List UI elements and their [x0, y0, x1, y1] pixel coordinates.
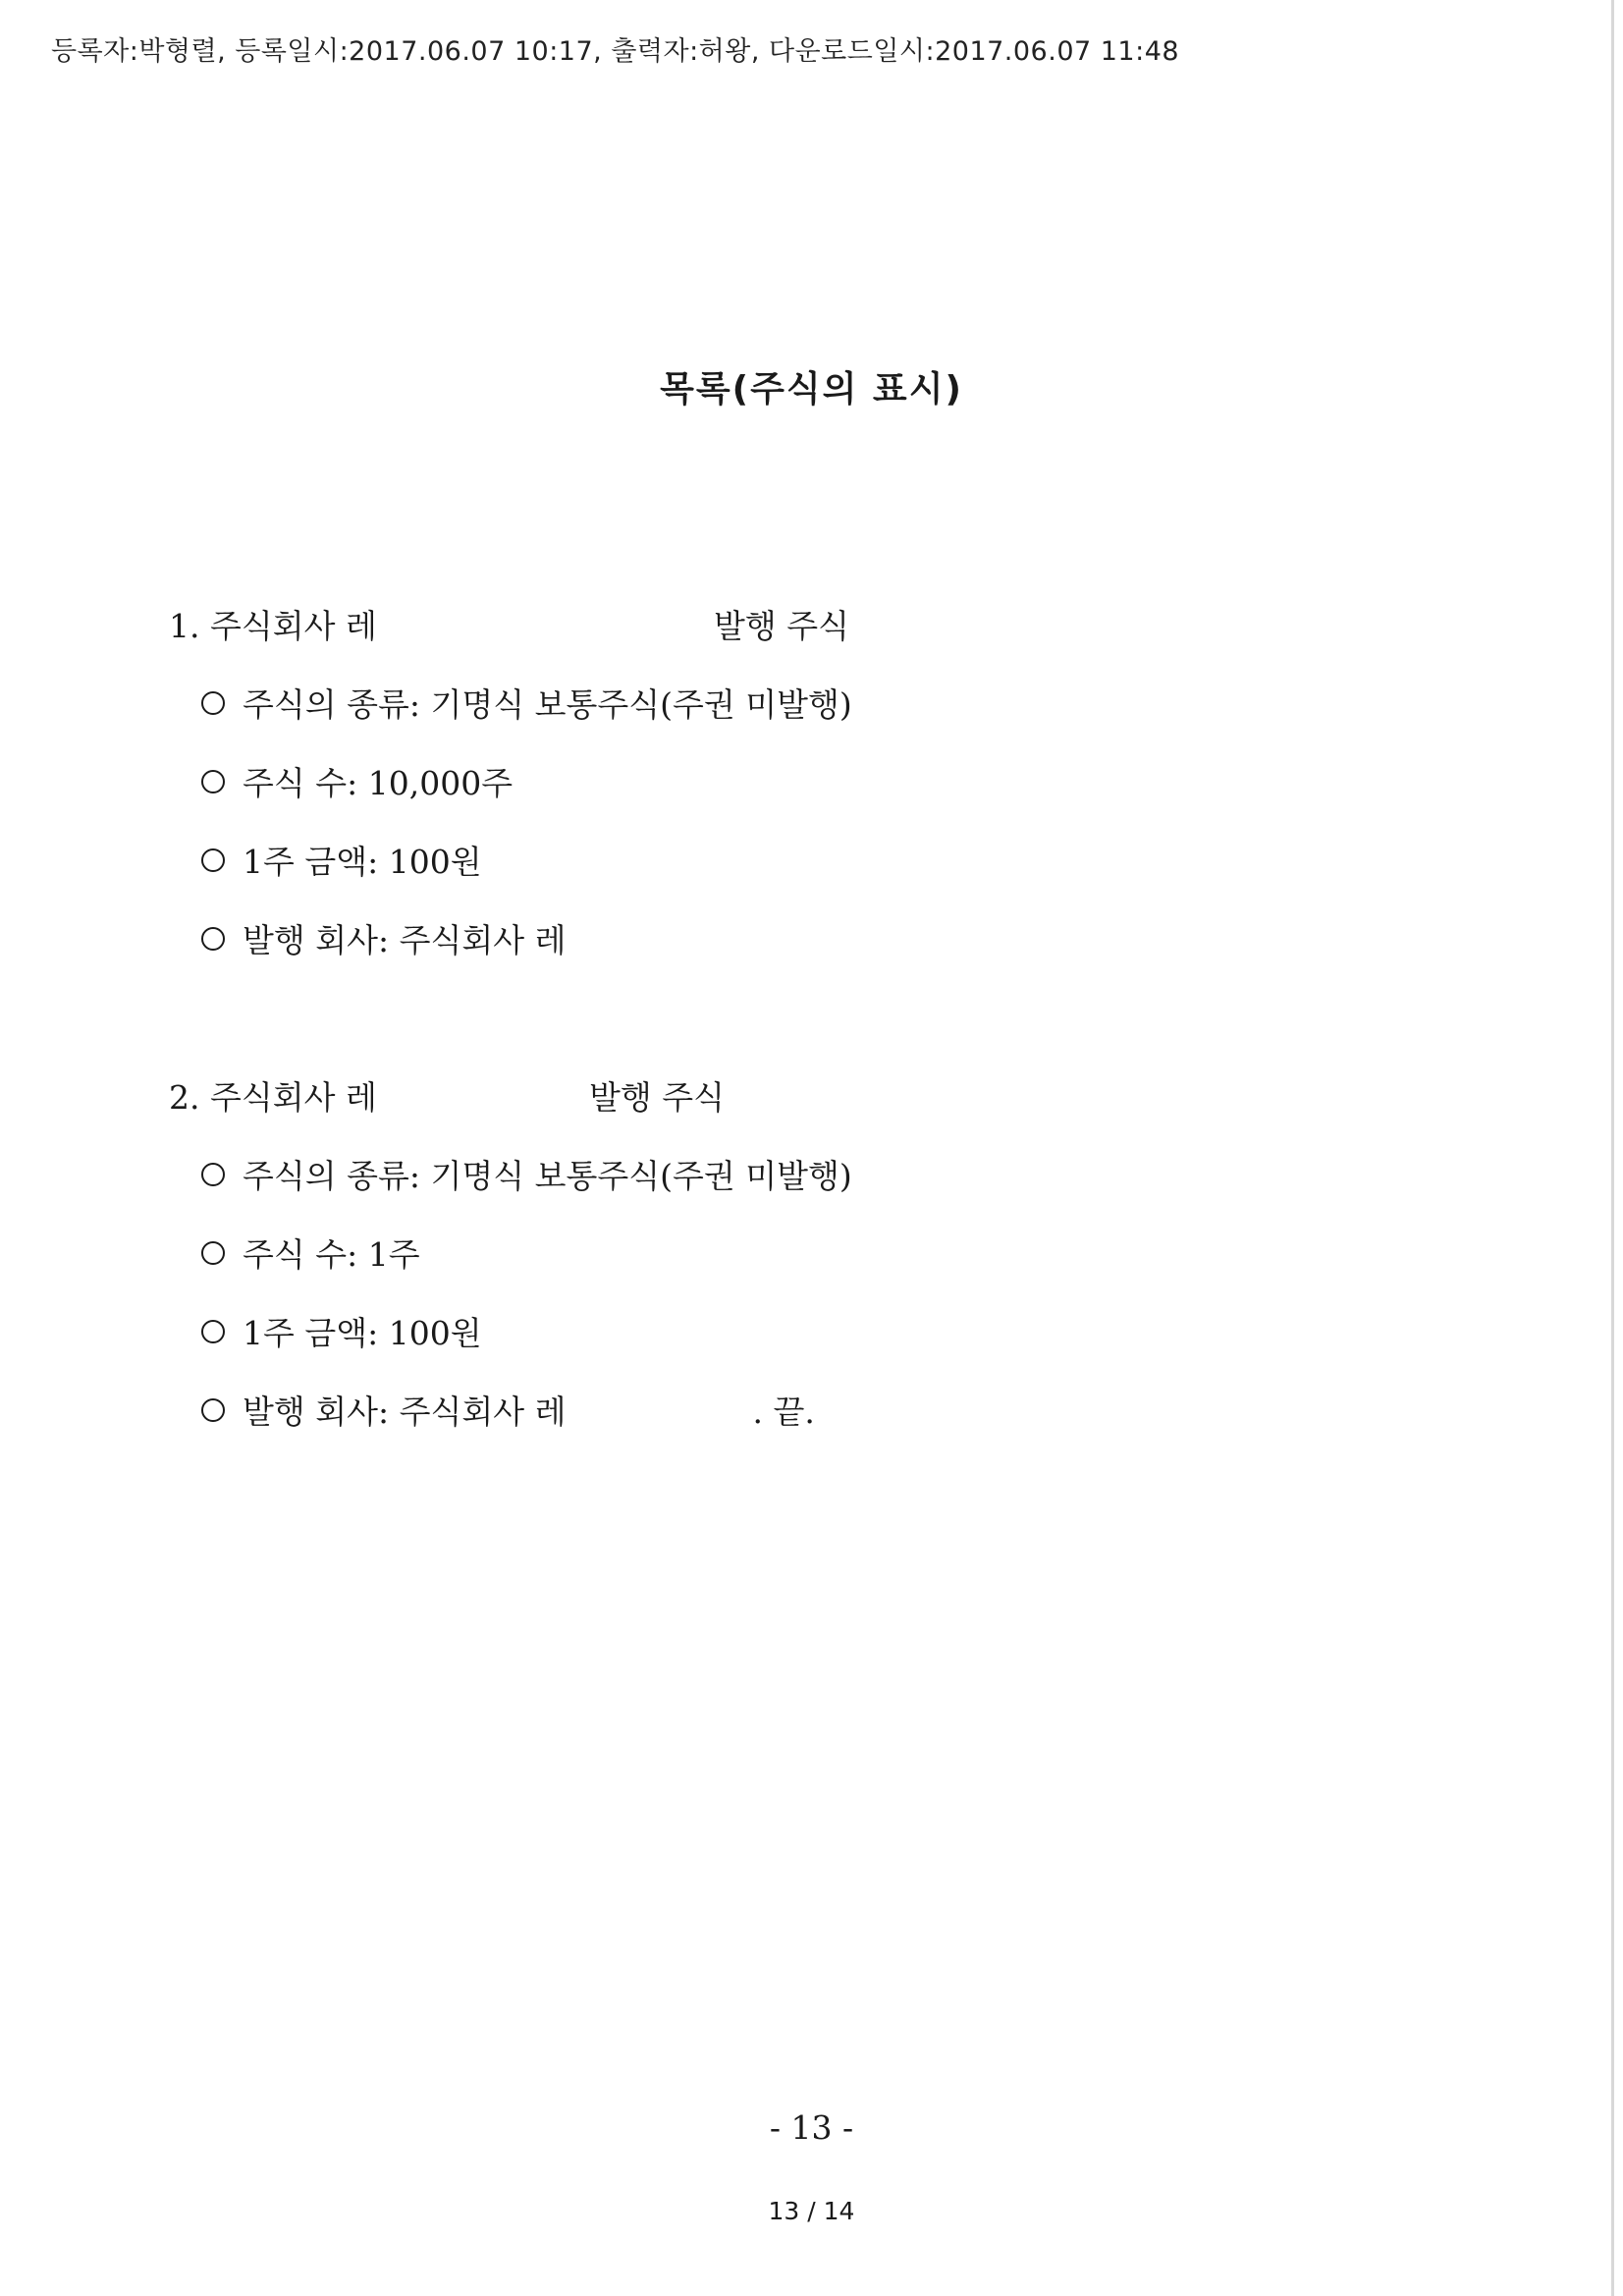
section-2-heading [169, 1072, 726, 1119]
list-item-text: 1주 금액: 100원 [243, 843, 482, 881]
list-item-text: 1주 금액: 100원 [243, 1314, 482, 1352]
document-title: 목록(주식의 표시) [660, 369, 963, 410]
page-number: - 13 - [769, 2108, 854, 2147]
section-2-heading-company: 2. 주식회사 레 [169, 1078, 377, 1117]
list-item-text: 발행 회사: 주식회사 레 [243, 1393, 567, 1431]
section-1-heading-company: 1. 주식회사 레 [169, 607, 377, 645]
list-item-text: 주식의 종류: 기명식 보통주식(주권 미발행) [243, 1157, 852, 1195]
scan-edge-line [1611, 0, 1614, 2296]
download-meta-line: 등록자:박형렬, 등록일시:2017.06.07 10:17, 출력자:허왕, 다운로드일시:2017.06.07 11:48 [51, 36, 1180, 67]
list-item [201, 1387, 815, 1433]
circle-bullet-icon [201, 1320, 225, 1343]
list-item [201, 680, 852, 726]
page-counter: 13 / 14 [768, 2197, 855, 2225]
list-item [201, 837, 482, 883]
circle-bullet-icon [201, 848, 225, 872]
list-item [201, 1308, 482, 1354]
circle-bullet-icon [201, 691, 225, 715]
list-item-text: 발행 회사: 주식회사 레 [243, 921, 567, 959]
list-item-text: 주식 수: 1주 [243, 1235, 420, 1274]
list-item [201, 758, 513, 804]
list-item-text: 주식 수: 10,000주 [243, 764, 514, 802]
circle-bullet-icon [201, 1241, 225, 1265]
section-1-heading-shares: 발행 주식 [714, 607, 850, 645]
circle-bullet-icon [201, 1398, 225, 1422]
end-mark: . 끝. [752, 1393, 815, 1431]
circle-bullet-icon [201, 927, 225, 951]
circle-bullet-icon [201, 770, 225, 793]
section-1-heading [169, 601, 850, 647]
list-item-text: 주식의 종류: 기명식 보통주식(주권 미발행) [243, 685, 852, 724]
list-item [201, 915, 567, 961]
section-2-heading-shares: 발행 주식 [589, 1078, 726, 1117]
list-item [201, 1151, 852, 1197]
list-item [201, 1230, 420, 1276]
circle-bullet-icon [201, 1163, 225, 1186]
